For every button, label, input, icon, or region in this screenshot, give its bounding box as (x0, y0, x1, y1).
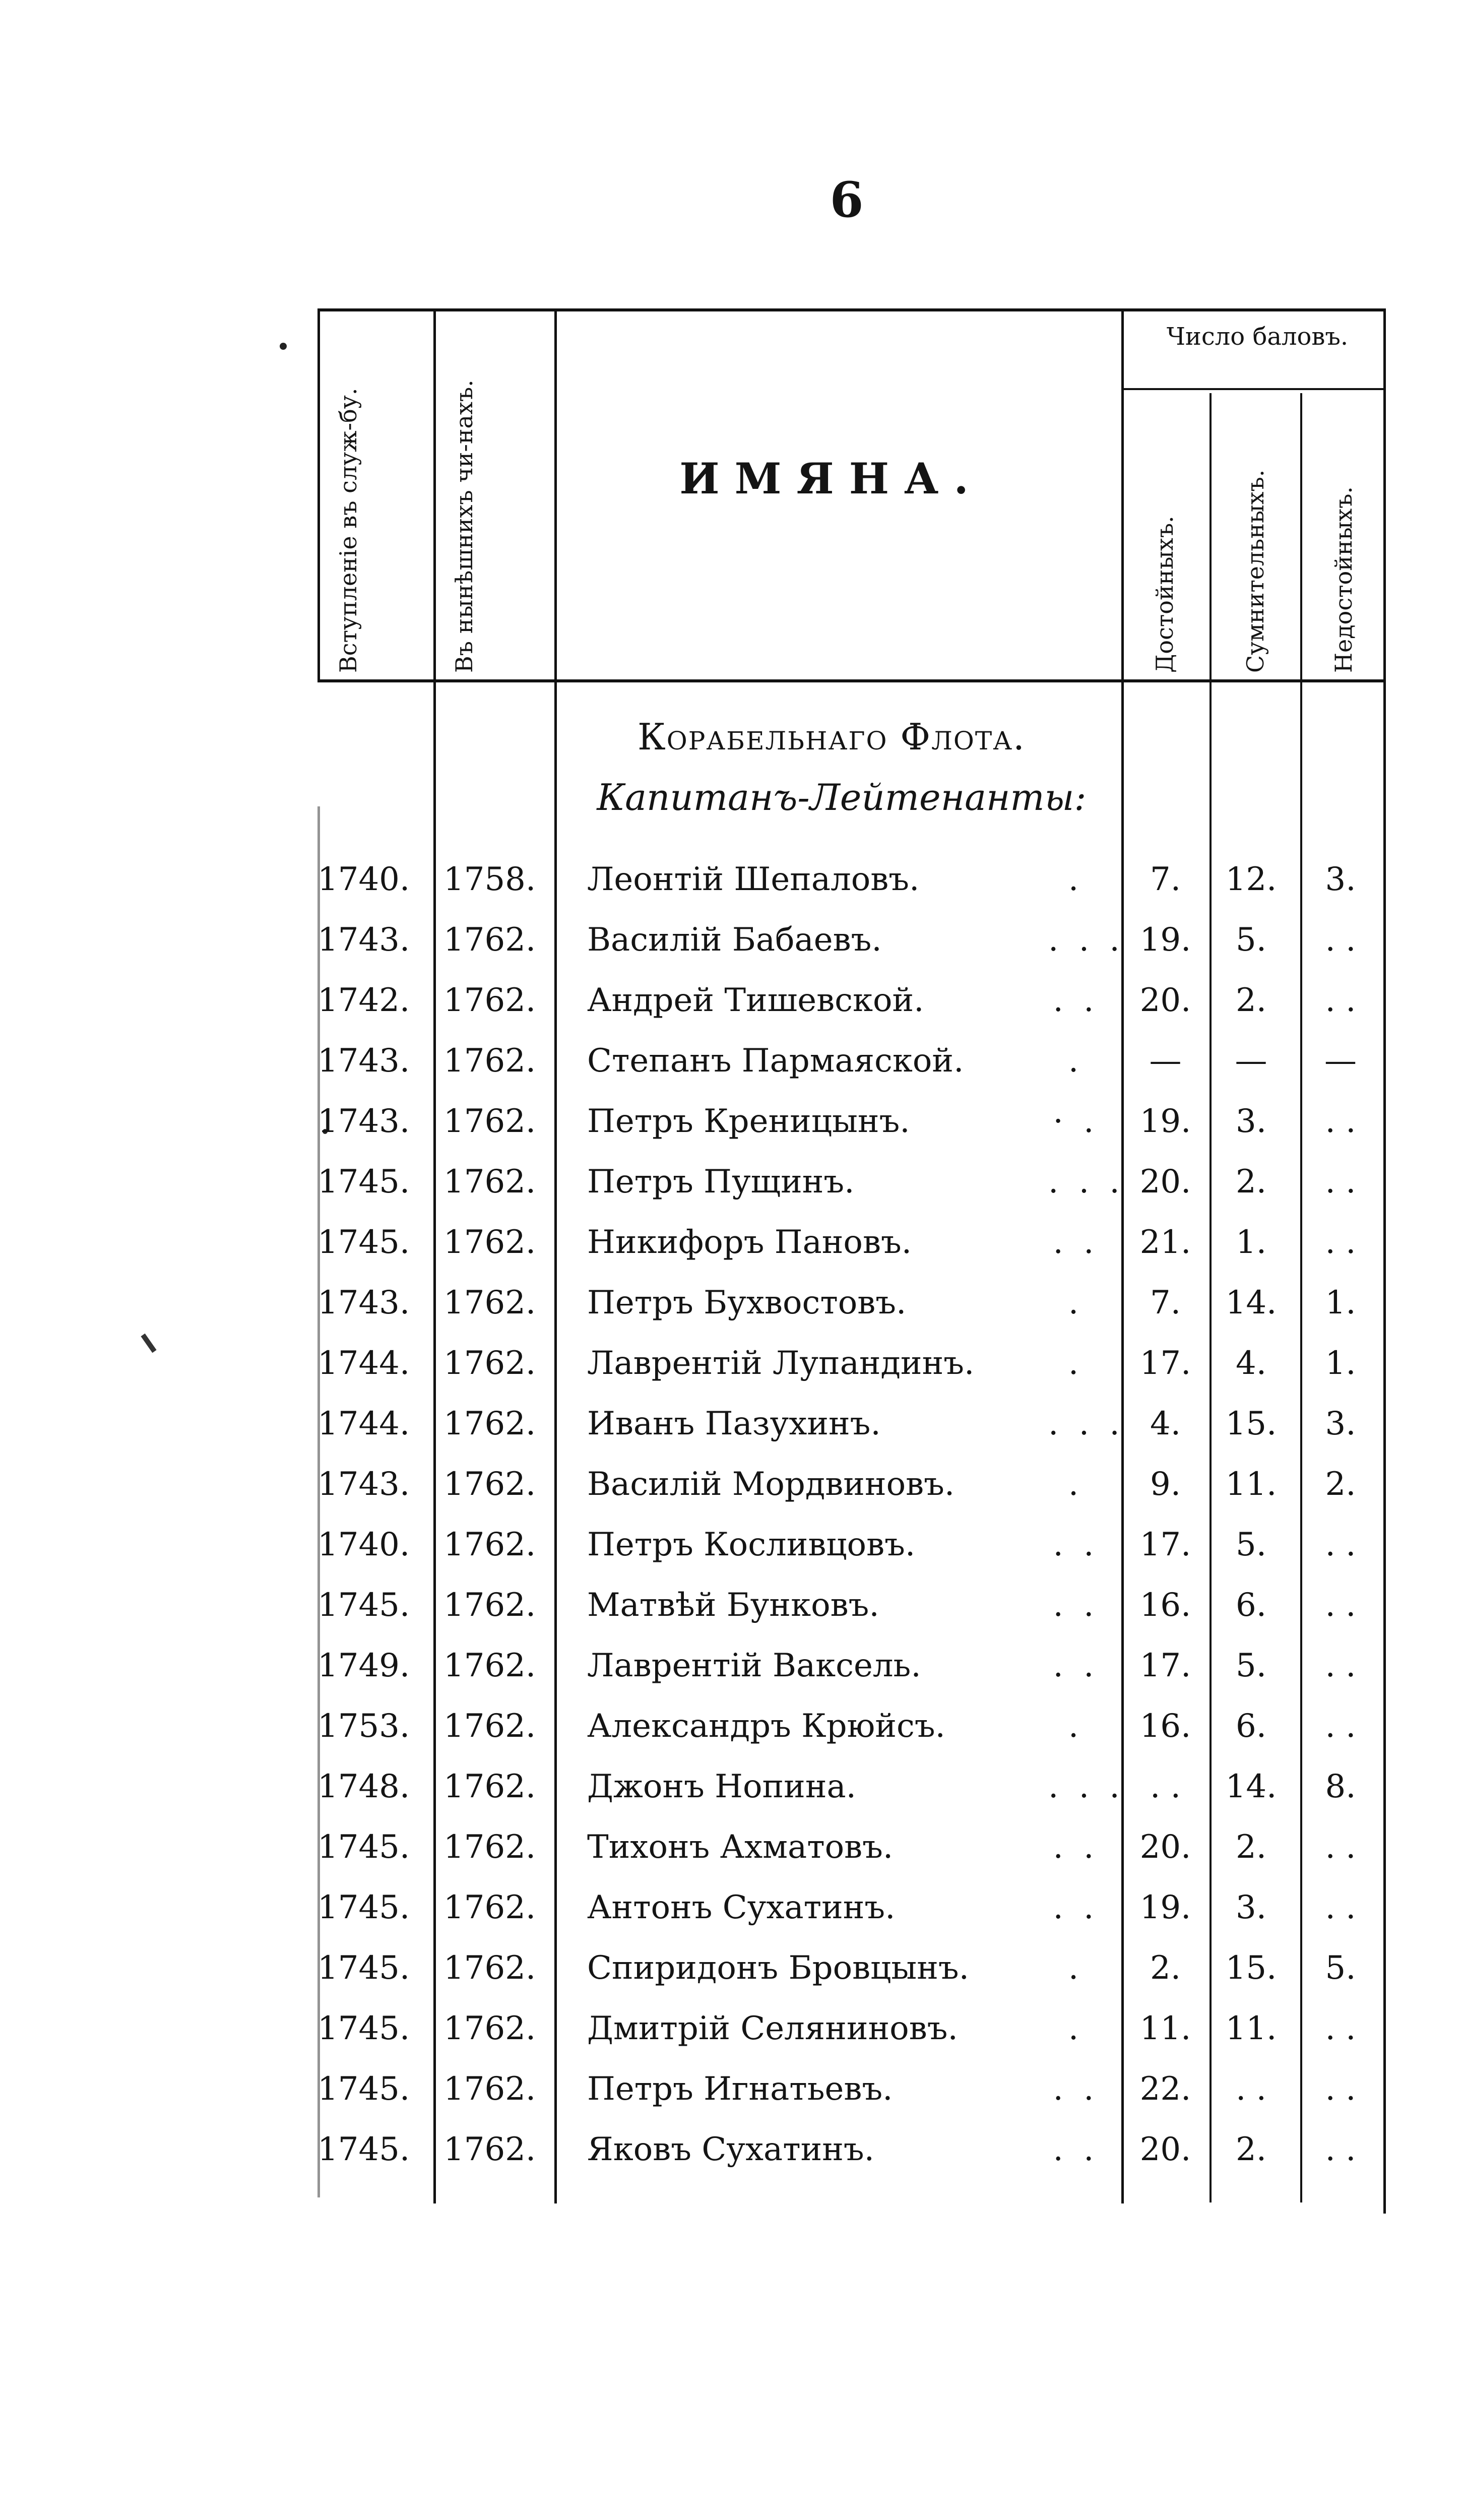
table-row (0, 1276, 1464, 1337)
leader-dots: . . (1053, 1224, 1099, 1261)
rank-year: 1762. (443, 2131, 536, 2168)
doubtful-count: 2. (1235, 1829, 1267, 1866)
doubtful-count: 5. (1235, 1647, 1267, 1684)
leader-dots: . (1068, 1284, 1084, 1321)
entry-year: 1745. (317, 1587, 410, 1624)
entry-year: 1745. (317, 2131, 410, 2168)
leader-dots: . (1068, 1708, 1084, 1745)
table-row (0, 1397, 1464, 1458)
worthy-count: 20. (1139, 1163, 1191, 1201)
doubtful-count: 11. (1225, 1466, 1277, 1503)
entry-year: 1749. (317, 1647, 410, 1684)
entry-year: 1740. (317, 861, 410, 898)
leader-dots: . (1068, 1042, 1084, 1080)
rank-year: 1762. (443, 982, 536, 1019)
header-bottom-rule (317, 679, 1386, 682)
table-row (0, 2062, 1464, 2123)
doubtful-count: 5. (1235, 921, 1267, 959)
rank-year: 1762. (443, 1949, 536, 1987)
entry-year: 1744. (317, 1405, 410, 1442)
doubtful-count: 11. (1225, 2010, 1277, 2047)
header-names: ИМЯНА. (679, 454, 984, 503)
table-row (0, 1820, 1464, 1881)
rank-year: 1762. (443, 1466, 536, 1503)
worthy-count: 19. (1139, 921, 1191, 959)
worthy-count: 21. (1139, 1224, 1191, 1261)
worthy-count: 7. (1150, 1284, 1181, 1321)
worthy-count: 17. (1139, 1647, 1191, 1684)
header-ball-count: Число баловъ. (1166, 323, 1349, 351)
rank-year: 1762. (443, 1163, 536, 1201)
rank-year: 1762. (443, 2070, 536, 2108)
entry-year: 1742. (317, 982, 410, 1019)
rank-year: 1762. (443, 1889, 536, 1926)
unworthy-count: . . (1325, 1163, 1356, 1201)
worthy-count: 19. (1139, 1889, 1191, 1926)
officer-name: Леонтій Шепаловъ. (587, 861, 920, 898)
entry-year: 1745. (317, 1829, 410, 1866)
table-row (0, 1034, 1464, 1095)
table-row (0, 1518, 1464, 1579)
table-row (0, 1941, 1464, 2002)
rank-year: 1762. (443, 1345, 536, 1382)
officer-name: Лаврентій Лупандинъ. (587, 1345, 975, 1382)
entry-year: 1743. (317, 1466, 410, 1503)
table-row (0, 1699, 1464, 1760)
unworthy-count: . . (1325, 1224, 1356, 1261)
unworthy-count: . . (1325, 1647, 1356, 1684)
doubtful-count: 4. (1235, 1345, 1267, 1382)
table-row (0, 974, 1464, 1034)
table-row (0, 1458, 1464, 1518)
table-row (0, 1337, 1464, 1397)
unworthy-count: 3. (1325, 1405, 1356, 1442)
rank-year: 1758. (443, 861, 536, 898)
officer-name: Антонъ Сухатинъ. (587, 1889, 896, 1926)
officer-name: Яковъ Сухатинъ. (587, 2131, 874, 2168)
top-rule (317, 308, 1386, 311)
officer-name: Петръ Бухвостовъ. (587, 1284, 907, 1321)
header-entry-service: Вступленіе въ служ-бу. (335, 388, 362, 673)
entry-year: 1743. (317, 921, 410, 959)
unworthy-count: . . (1325, 1708, 1356, 1745)
doubtful-count: 5. (1235, 1526, 1267, 1563)
officer-name: Спиридонъ Бровцынъ. (587, 1949, 969, 1987)
table-row (0, 2002, 1464, 2062)
entry-year: 1743. (317, 1042, 410, 1080)
header-current-rank: Въ нынѣшнихъ чи-нахъ. (451, 380, 478, 673)
table-row (0, 2123, 1464, 2183)
officer-name: Лаврентій Ваксель. (587, 1647, 921, 1684)
unworthy-count: 1. (1325, 1284, 1356, 1321)
officer-name: Тихонъ Ахматовъ. (587, 1829, 894, 1866)
leader-dots: . (1068, 2010, 1084, 2047)
leader-dots: . (1068, 1345, 1084, 1382)
doubtful-count: — (1235, 1042, 1267, 1080)
leader-dots: · . (1053, 1103, 1099, 1140)
officer-name: Петръ Креницынъ. (587, 1103, 910, 1140)
unworthy-count: . . (1325, 2131, 1356, 2168)
unworthy-count: . . (1325, 2010, 1356, 2047)
count-header-rule (1121, 388, 1383, 390)
leader-dots: . . (1053, 1647, 1099, 1684)
rank-year: 1762. (443, 1708, 536, 1745)
leader-dots: . . (1053, 982, 1099, 1019)
leader-dots: . . . (1048, 921, 1125, 959)
rank-year: 1762. (443, 1103, 536, 1140)
unworthy-count: . . (1325, 1889, 1356, 1926)
rank-year: 1762. (443, 2010, 536, 2047)
entry-year: 1744. (317, 1345, 410, 1382)
doubtful-count: 15. (1225, 1949, 1277, 1987)
officer-name: Василій Мордвиновъ. (587, 1466, 955, 1503)
rank-year: 1762. (443, 1768, 536, 1805)
worthy-count: 20. (1139, 2131, 1191, 2168)
section-subtitle: Капитанъ-Лейтенанты: (597, 776, 1087, 818)
unworthy-count: . . (1325, 2070, 1356, 2108)
unworthy-count: . . (1325, 921, 1356, 959)
worthy-count: . . (1150, 1768, 1181, 1805)
table-row (0, 1095, 1464, 1155)
unworthy-count: . . (1325, 1103, 1356, 1140)
unworthy-count: . . (1325, 1829, 1356, 1866)
entry-year: 1748. (317, 1768, 410, 1805)
officer-name: Александръ Крюйсъ. (587, 1708, 945, 1745)
doubtful-count: 14. (1225, 1284, 1277, 1321)
entry-year: 1740. (317, 1526, 410, 1563)
officer-name: Степанъ Пармаяской. (587, 1042, 964, 1080)
worthy-count: — (1149, 1042, 1182, 1080)
doubtful-count: 15. (1225, 1405, 1277, 1442)
doubtful-count: 2. (1235, 1163, 1267, 1201)
officer-name: Петръ Косливцовъ. (587, 1526, 916, 1563)
officer-name: Никифоръ Пановъ. (587, 1224, 912, 1261)
header-worthy: Достойныхъ. (1151, 516, 1178, 673)
leader-dots: . (1068, 1949, 1084, 1987)
unworthy-count: . . (1325, 982, 1356, 1019)
doubtful-count: 12. (1225, 861, 1277, 898)
entry-year: 1745. (317, 1163, 410, 1201)
entry-year: 1745. (317, 1949, 410, 1987)
officer-name: Петръ Игнатьевъ. (587, 2070, 893, 2108)
table-row (0, 853, 1464, 913)
table-row (0, 1155, 1464, 1216)
doubtful-count: 3. (1235, 1889, 1267, 1926)
unworthy-count: — (1324, 1042, 1357, 1080)
table-row (0, 1216, 1464, 1276)
header-doubtful: Сумнительныхъ. (1242, 469, 1269, 673)
leader-dots: . . (1053, 1829, 1099, 1866)
entry-year: 1745. (317, 2070, 410, 2108)
doubtful-count: 6. (1235, 1708, 1267, 1745)
officer-name: Петръ Пущинъ. (587, 1163, 855, 1201)
leader-dots: . (1068, 1466, 1084, 1503)
entry-year: 1745. (317, 2010, 410, 2047)
leader-dots: . . (1053, 1889, 1099, 1926)
doubtful-count: 1. (1235, 1224, 1267, 1261)
worthy-count: 16. (1139, 1587, 1191, 1624)
entry-year: 1745. (317, 1889, 410, 1926)
stray-dot-mark (280, 343, 287, 350)
officer-name: Матвѣй Бунковъ. (587, 1587, 879, 1624)
unworthy-count: 2. (1325, 1466, 1356, 1503)
officer-name: Василій Бабаевъ. (587, 921, 882, 959)
leader-dots: . . . (1048, 1163, 1125, 1201)
worthy-count: 22. (1139, 2070, 1191, 2108)
unworthy-count: 8. (1325, 1768, 1356, 1805)
rank-year: 1762. (443, 1042, 536, 1080)
officer-name: Иванъ Пазухинъ. (587, 1405, 881, 1442)
worthy-count: 2. (1150, 1949, 1181, 1987)
rank-year: 1762. (443, 1224, 536, 1261)
doubtful-count: 2. (1235, 2131, 1267, 2168)
entry-year: 1743. (317, 1103, 410, 1140)
officer-name: Джонъ Нопина. (587, 1768, 856, 1805)
doubtful-count: . . (1235, 2070, 1267, 2108)
doubtful-count: 3. (1235, 1103, 1267, 1140)
leader-dots: . . (1053, 1526, 1099, 1563)
officer-name: Андрей Тишевской. (587, 982, 924, 1019)
leader-dots: . (1068, 861, 1084, 898)
table-row (0, 1881, 1464, 1941)
worthy-count: 9. (1150, 1466, 1181, 1503)
worthy-count: 4. (1150, 1405, 1181, 1442)
worthy-count: 17. (1139, 1345, 1191, 1382)
unworthy-count: . . (1325, 1526, 1356, 1563)
leader-dots: . . (1053, 2131, 1099, 2168)
entry-year: 1745. (317, 1224, 410, 1261)
rank-year: 1762. (443, 1405, 536, 1442)
unworthy-count: 5. (1325, 1949, 1356, 1987)
officer-name: Дмитрій Селяниновъ. (587, 2010, 958, 2047)
leader-dots: . . . (1048, 1405, 1125, 1442)
worthy-count: 11. (1139, 2010, 1191, 2047)
table-row (0, 1579, 1464, 1639)
worthy-count: 20. (1139, 1829, 1191, 1866)
unworthy-count: 1. (1325, 1345, 1356, 1382)
worthy-count: 17. (1139, 1526, 1191, 1563)
rank-year: 1762. (443, 1526, 536, 1563)
leader-dots: . . . (1048, 1768, 1125, 1805)
unworthy-count: 3. (1325, 861, 1356, 898)
doubtful-count: 14. (1225, 1768, 1277, 1805)
worthy-count: 19. (1139, 1103, 1191, 1140)
left-rule-header (317, 308, 320, 681)
header-unworthy: Недостойныхъ. (1330, 486, 1357, 673)
table-row (0, 913, 1464, 974)
table-row (0, 1639, 1464, 1699)
section-title: Корабельнаго Флота. (638, 716, 1026, 758)
leader-dots: . . (1053, 1587, 1099, 1624)
rank-year: 1762. (443, 921, 536, 959)
table-row (0, 1760, 1464, 1820)
worthy-count: 20. (1139, 982, 1191, 1019)
worthy-count: 16. (1139, 1708, 1191, 1745)
page-number: 6 (830, 171, 864, 228)
rank-year: 1762. (443, 1647, 536, 1684)
doubtful-count: 2. (1235, 982, 1267, 1019)
unworthy-count: . . (1325, 1587, 1356, 1624)
leader-dots: . . (1053, 2070, 1099, 2108)
rank-year: 1762. (443, 1587, 536, 1624)
doubtful-count: 6. (1235, 1587, 1267, 1624)
entry-year: 1753. (317, 1708, 410, 1745)
rank-year: 1762. (443, 1829, 536, 1866)
rank-year: 1762. (443, 1284, 536, 1321)
worthy-count: 7. (1150, 861, 1181, 898)
entry-year: 1743. (317, 1284, 410, 1321)
